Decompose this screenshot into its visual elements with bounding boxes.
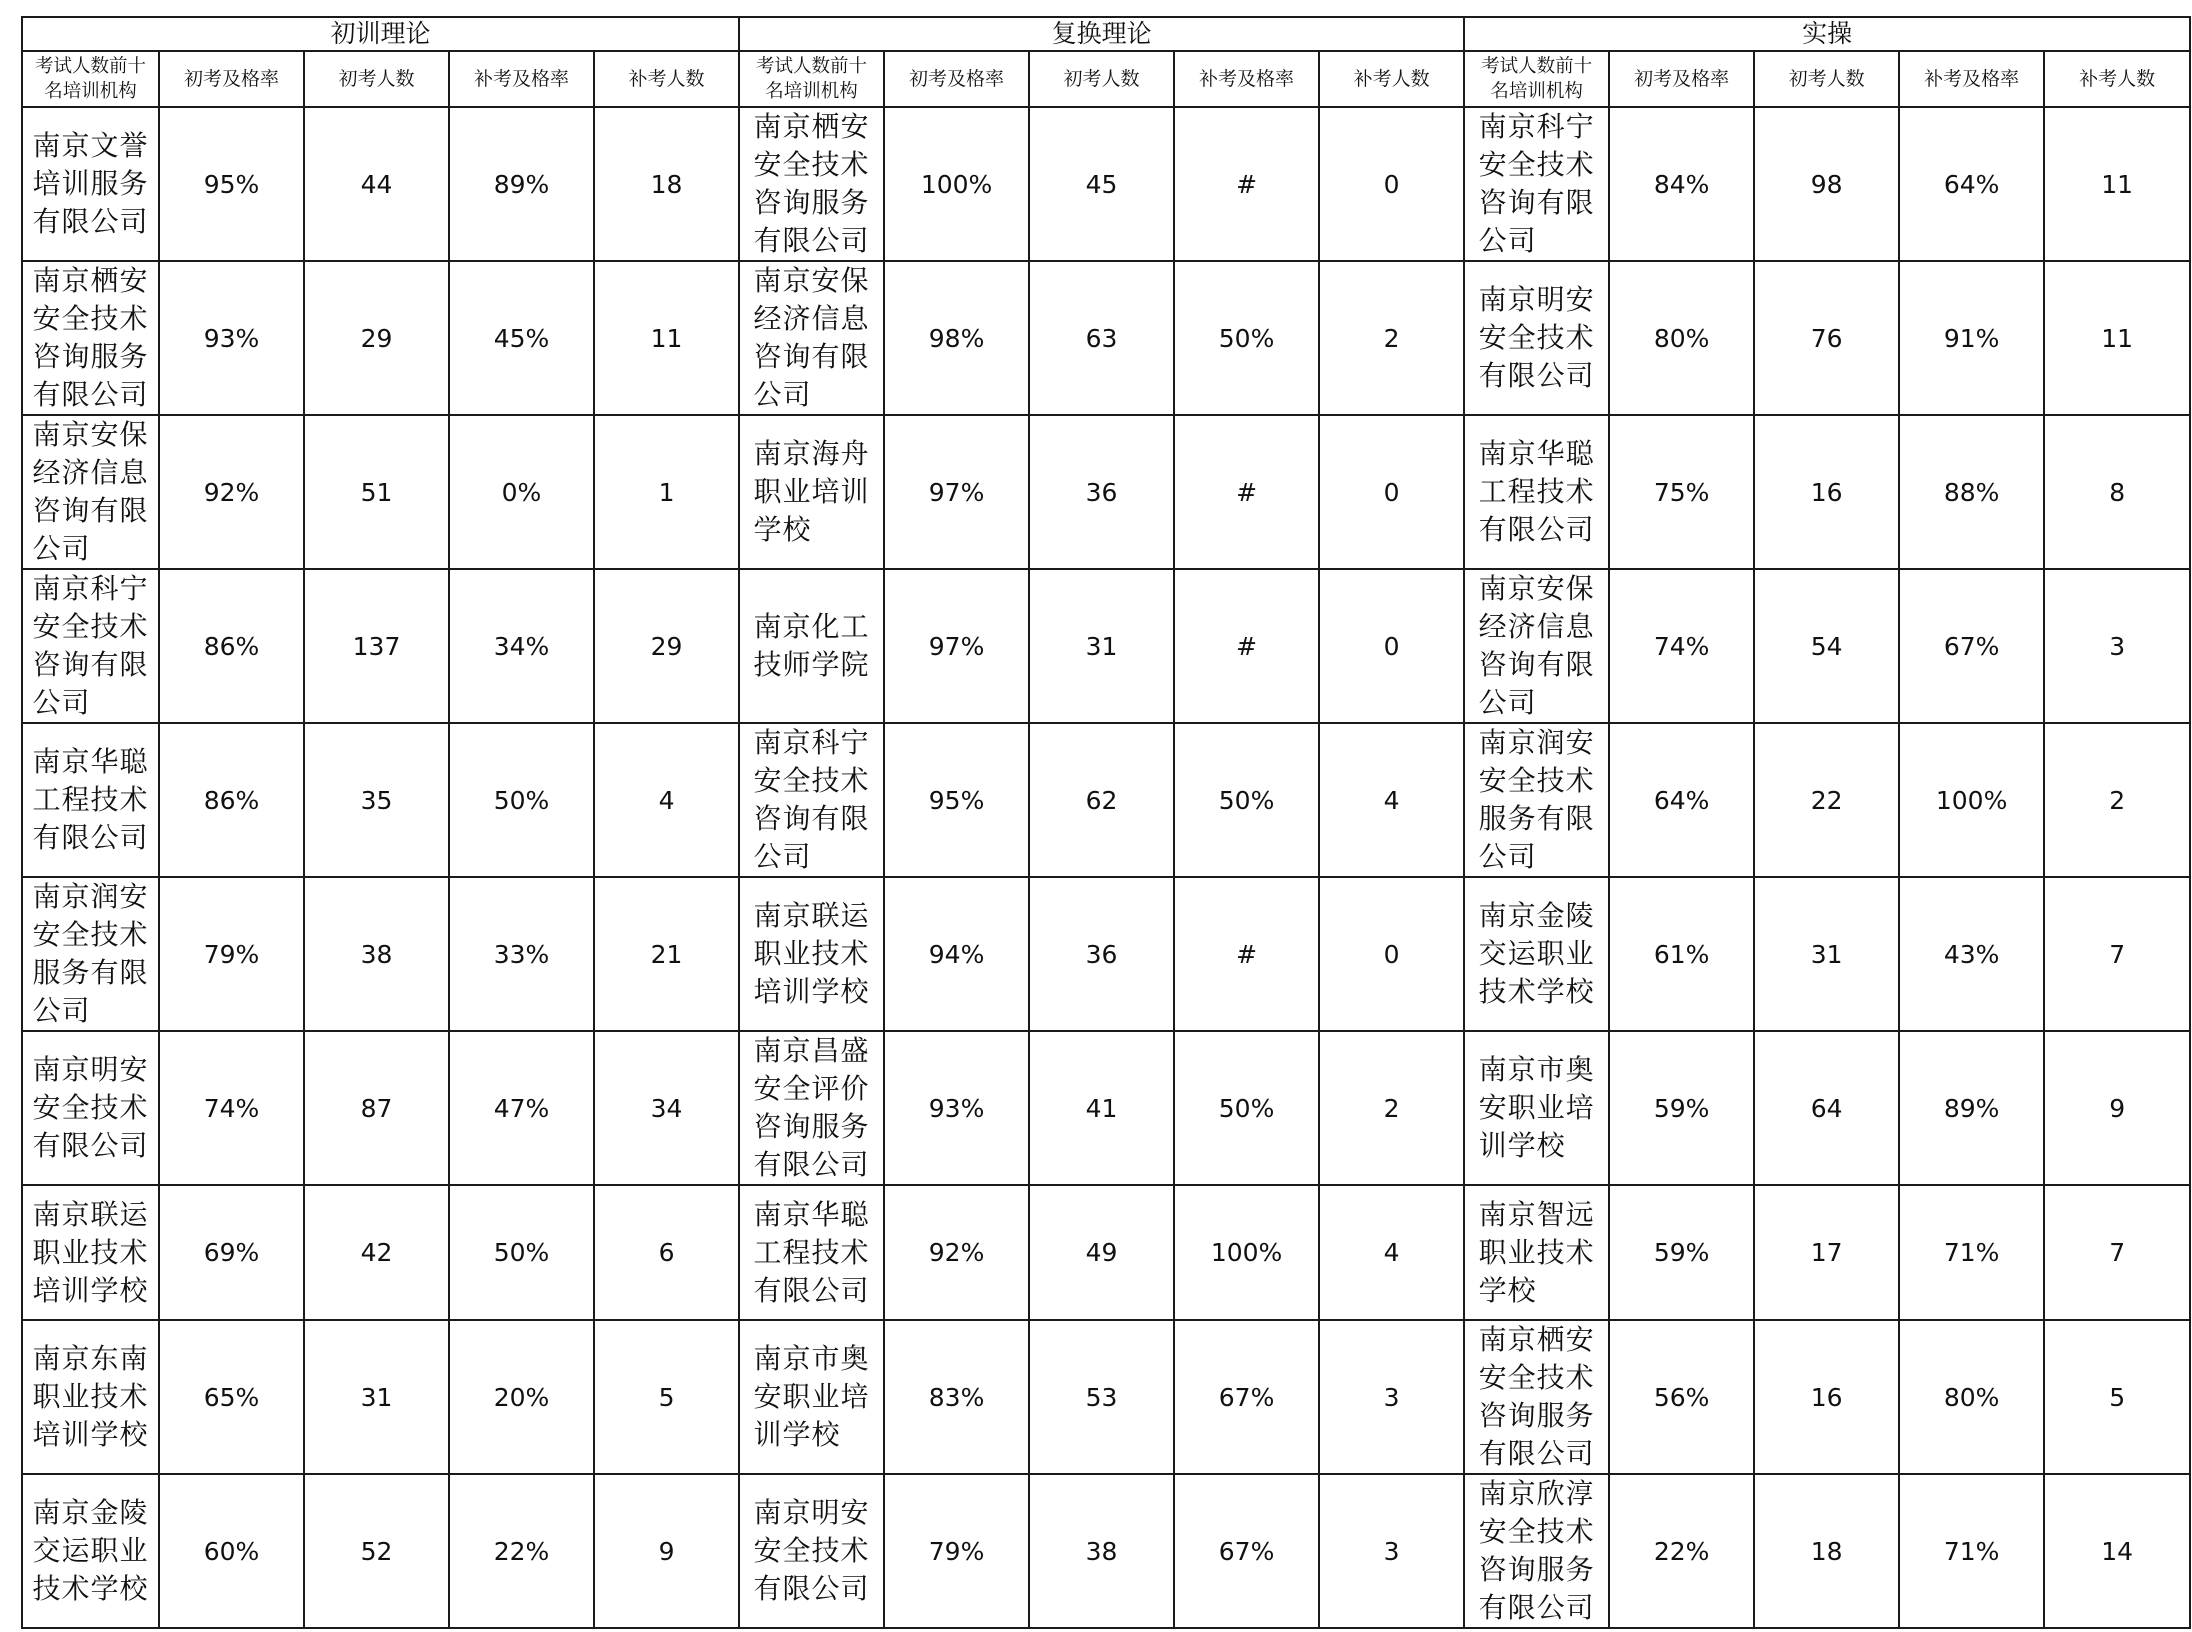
pass-rate: 93% xyxy=(884,1031,1029,1185)
col-header-re-pass-rate: 补考及格率 xyxy=(449,51,594,107)
exam-count: 63 xyxy=(1029,261,1174,415)
pass-rate: 61% xyxy=(1609,877,1754,1031)
re-exam-count: 0 xyxy=(1319,415,1464,569)
institution-name xyxy=(1464,723,1609,877)
institution-name xyxy=(739,1031,884,1185)
exam-count: 16 xyxy=(1754,415,1899,569)
re-pass-rate: 100% xyxy=(1899,723,2044,877)
table-body xyxy=(22,107,2190,1628)
table-row xyxy=(22,1031,2190,1185)
exam-count: 76 xyxy=(1754,261,1899,415)
re-pass-rate: 22% xyxy=(449,1474,594,1628)
re-pass-rate: 20% xyxy=(449,1320,594,1474)
institution-name xyxy=(1464,1320,1609,1474)
institution-name-text: 南京华聪 工程技术 有限公司 xyxy=(1478,437,1595,546)
institution-name xyxy=(1464,1031,1609,1185)
re-pass-rate: 50% xyxy=(1174,1031,1319,1185)
institution-name xyxy=(739,723,884,877)
re-exam-count: 2 xyxy=(2044,723,2190,877)
re-pass-rate: 43% xyxy=(1899,877,2044,1031)
institution-name-text: 南京市奥 安职业培 训学校 xyxy=(753,1342,870,1451)
pass-rate: 97% xyxy=(884,415,1029,569)
pass-rate: 94% xyxy=(884,877,1029,1031)
re-exam-count: 18 xyxy=(594,107,739,261)
exam-count: 45 xyxy=(1029,107,1174,261)
re-exam-count: 29 xyxy=(594,569,739,723)
exam-count: 52 xyxy=(304,1474,449,1628)
institution-name-text: 南京明安 安全技术 有限公司 xyxy=(753,1496,870,1605)
re-pass-rate: # xyxy=(1174,415,1319,569)
exam-count: 18 xyxy=(1754,1474,1899,1628)
exam-statistics-table xyxy=(21,16,2191,1629)
exam-count: 31 xyxy=(304,1320,449,1474)
table-row xyxy=(22,261,2190,415)
pass-rate: 84% xyxy=(1609,107,1754,261)
re-exam-count: 14 xyxy=(2044,1474,2190,1628)
pass-rate: 92% xyxy=(884,1185,1029,1320)
exam-count: 98 xyxy=(1754,107,1899,261)
re-exam-count: 4 xyxy=(594,723,739,877)
institution-name xyxy=(22,723,159,877)
re-pass-rate: 71% xyxy=(1899,1474,2044,1628)
re-exam-count: 0 xyxy=(1319,107,1464,261)
institution-name-text: 南京明安 安全技术 有限公司 xyxy=(32,1053,149,1162)
institution-name xyxy=(22,261,159,415)
re-exam-count: 1 xyxy=(594,415,739,569)
pass-rate: 60% xyxy=(159,1474,304,1628)
exam-count: 87 xyxy=(304,1031,449,1185)
re-pass-rate: 89% xyxy=(449,107,594,261)
re-pass-rate: 33% xyxy=(449,877,594,1031)
institution-name-text: 南京海舟 职业培训 学校 xyxy=(753,437,870,546)
re-pass-rate: 100% xyxy=(1174,1185,1319,1320)
group-header-row xyxy=(22,17,2190,51)
institution-name-text: 南京安保 经济信息 咨询有限 公司 xyxy=(1478,572,1595,719)
col-header-re-count: 补考人数 xyxy=(594,51,739,107)
institution-name-text: 南京润安 安全技术 服务有限 公司 xyxy=(1478,726,1595,873)
pass-rate: 64% xyxy=(1609,723,1754,877)
re-exam-count: 0 xyxy=(1319,569,1464,723)
institution-name xyxy=(22,1320,159,1474)
pass-rate: 79% xyxy=(884,1474,1029,1628)
col-header-re-count: 补考人数 xyxy=(1319,51,1464,107)
institution-name xyxy=(739,1320,884,1474)
pass-rate: 95% xyxy=(884,723,1029,877)
exam-count: 17 xyxy=(1754,1185,1899,1320)
pass-rate: 74% xyxy=(1609,569,1754,723)
re-pass-rate: 64% xyxy=(1899,107,2044,261)
institution-name-text: 南京科宁 安全技术 咨询有限 公司 xyxy=(32,572,149,719)
pass-rate: 79% xyxy=(159,877,304,1031)
table-row xyxy=(22,415,2190,569)
re-pass-rate: # xyxy=(1174,569,1319,723)
exam-count: 42 xyxy=(304,1185,449,1320)
col-header-institution: 考试人数前十 名培训机构 xyxy=(739,51,884,107)
institution-name-text: 南京欣淳 安全技术 咨询服务 有限公司 xyxy=(1478,1477,1595,1624)
institution-name-text: 南京金陵 交运职业 技术学校 xyxy=(32,1496,149,1605)
pass-rate: 93% xyxy=(159,261,304,415)
col-header-count: 初考人数 xyxy=(1754,51,1899,107)
institution-name xyxy=(22,1185,159,1320)
re-pass-rate: 67% xyxy=(1174,1474,1319,1628)
re-exam-count: 21 xyxy=(594,877,739,1031)
table-row xyxy=(22,1185,2190,1320)
institution-name-text: 南京昌盛 安全评价 咨询服务 有限公司 xyxy=(753,1034,870,1181)
exam-count: 16 xyxy=(1754,1320,1899,1474)
institution-name-text: 南京科宁 安全技术 咨询有限 公司 xyxy=(753,726,870,873)
exam-count: 51 xyxy=(304,415,449,569)
table-row xyxy=(22,877,2190,1031)
group-title-renewal-theory: 复换理论 xyxy=(739,17,1464,51)
exam-count: 29 xyxy=(304,261,449,415)
re-exam-count: 5 xyxy=(594,1320,739,1474)
re-exam-count: 11 xyxy=(2044,261,2190,415)
institution-name-text: 南京栖安 安全技术 咨询服务 有限公司 xyxy=(1478,1323,1595,1470)
institution-name-text: 南京文誉 培训服务 有限公司 xyxy=(32,129,149,238)
exam-count: 41 xyxy=(1029,1031,1174,1185)
exam-count: 53 xyxy=(1029,1320,1174,1474)
table-row xyxy=(22,1320,2190,1474)
pass-rate: 69% xyxy=(159,1185,304,1320)
re-exam-count: 11 xyxy=(594,261,739,415)
re-pass-rate: # xyxy=(1174,877,1319,1031)
exam-count: 36 xyxy=(1029,877,1174,1031)
col-header-institution: 考试人数前十 名培训机构 xyxy=(22,51,159,107)
re-exam-count: 5 xyxy=(2044,1320,2190,1474)
re-pass-rate: 45% xyxy=(449,261,594,415)
institution-name xyxy=(739,1474,884,1628)
table-row xyxy=(22,107,2190,261)
institution-name xyxy=(739,107,884,261)
table-row xyxy=(22,1474,2190,1628)
col-header-pass-rate: 初考及格率 xyxy=(884,51,1029,107)
institution-name xyxy=(739,415,884,569)
institution-name-text: 南京明安 安全技术 有限公司 xyxy=(1478,283,1595,392)
pass-rate: 86% xyxy=(159,569,304,723)
institution-name-text: 南京联运 职业技术 培训学校 xyxy=(32,1197,149,1307)
exam-count: 62 xyxy=(1029,723,1174,877)
re-exam-count: 9 xyxy=(2044,1031,2190,1185)
col-header-pass-rate: 初考及格率 xyxy=(159,51,304,107)
exam-count: 38 xyxy=(1029,1474,1174,1628)
pass-rate: 100% xyxy=(884,107,1029,261)
col-header-re-pass-rate: 补考及格率 xyxy=(1899,51,2044,107)
re-pass-rate: 91% xyxy=(1899,261,2044,415)
re-exam-count: 0 xyxy=(1319,877,1464,1031)
institution-name xyxy=(22,107,159,261)
pass-rate: 97% xyxy=(884,569,1029,723)
re-exam-count: 11 xyxy=(2044,107,2190,261)
re-exam-count: 6 xyxy=(594,1185,739,1320)
institution-name xyxy=(22,569,159,723)
pass-rate: 83% xyxy=(884,1320,1029,1474)
exam-count: 31 xyxy=(1029,569,1174,723)
re-pass-rate: 50% xyxy=(449,723,594,877)
institution-name xyxy=(22,1474,159,1628)
institution-name-text: 南京润安 安全技术 服务有限 公司 xyxy=(32,880,149,1027)
pass-rate: 59% xyxy=(1609,1031,1754,1185)
re-pass-rate: 0% xyxy=(449,415,594,569)
exam-count: 137 xyxy=(304,569,449,723)
institution-name xyxy=(739,1185,884,1320)
pass-rate: 92% xyxy=(159,415,304,569)
institution-name-text: 南京联运 职业技术 培训学校 xyxy=(753,899,870,1008)
group-title-initial-theory: 初训理论 xyxy=(22,17,739,51)
re-exam-count: 7 xyxy=(2044,877,2190,1031)
institution-name-text: 南京栖安 安全技术 咨询服务 有限公司 xyxy=(32,264,149,411)
re-exam-count: 7 xyxy=(2044,1185,2190,1320)
col-header-pass-rate: 初考及格率 xyxy=(1609,51,1754,107)
institution-name xyxy=(739,261,884,415)
institution-name-text: 南京安保 经济信息 咨询有限 公司 xyxy=(32,418,149,565)
institution-name-text: 南京市奥 安职业培 训学校 xyxy=(1478,1053,1595,1162)
col-header-re-pass-rate: 补考及格率 xyxy=(1174,51,1319,107)
institution-name xyxy=(22,877,159,1031)
pass-rate: 74% xyxy=(159,1031,304,1185)
institution-name-text: 南京栖安 安全技术 咨询服务 有限公司 xyxy=(753,110,870,257)
re-exam-count: 3 xyxy=(2044,569,2190,723)
pass-rate: 98% xyxy=(884,261,1029,415)
institution-name xyxy=(1464,261,1609,415)
pass-rate: 22% xyxy=(1609,1474,1754,1628)
re-exam-count: 2 xyxy=(1319,1031,1464,1185)
institution-name xyxy=(1464,569,1609,723)
exam-count: 49 xyxy=(1029,1185,1174,1320)
re-pass-rate: 47% xyxy=(449,1031,594,1185)
institution-name xyxy=(22,1031,159,1185)
table-row xyxy=(22,569,2190,723)
re-exam-count: 9 xyxy=(594,1474,739,1628)
table-row xyxy=(22,723,2190,877)
exam-count: 54 xyxy=(1754,569,1899,723)
institution-name xyxy=(739,877,884,1031)
re-pass-rate: 67% xyxy=(1174,1320,1319,1474)
re-pass-rate: 50% xyxy=(1174,723,1319,877)
re-pass-rate: 71% xyxy=(1899,1185,2044,1320)
pass-rate: 86% xyxy=(159,723,304,877)
institution-name-text: 南京金陵 交运职业 技术学校 xyxy=(1478,899,1595,1008)
institution-name xyxy=(739,569,884,723)
institution-name-text: 南京安保 经济信息 咨询有限 公司 xyxy=(753,264,870,411)
pass-rate: 59% xyxy=(1609,1185,1754,1320)
pass-rate: 56% xyxy=(1609,1320,1754,1474)
exam-count: 38 xyxy=(304,877,449,1031)
re-pass-rate: 50% xyxy=(1174,261,1319,415)
re-exam-count: 2 xyxy=(1319,261,1464,415)
institution-name xyxy=(1464,1474,1609,1628)
institution-name xyxy=(1464,1185,1609,1320)
re-exam-count: 4 xyxy=(1319,723,1464,877)
exam-count: 22 xyxy=(1754,723,1899,877)
col-header-institution: 考试人数前十 名培训机构 xyxy=(1464,51,1609,107)
institution-name-text: 南京科宁 安全技术 咨询有限 公司 xyxy=(1478,110,1595,257)
exam-count: 31 xyxy=(1754,877,1899,1031)
institution-name-text: 南京华聪 工程技术 有限公司 xyxy=(753,1197,870,1307)
re-pass-rate: 67% xyxy=(1899,569,2044,723)
re-pass-rate: 50% xyxy=(449,1185,594,1320)
institution-name xyxy=(1464,415,1609,569)
institution-name xyxy=(22,415,159,569)
institution-name-text: 南京化工 技师学院 xyxy=(753,610,870,681)
pass-rate: 80% xyxy=(1609,261,1754,415)
re-pass-rate: # xyxy=(1174,107,1319,261)
institution-name-text: 南京东南 职业技术 培训学校 xyxy=(32,1342,149,1451)
exam-count: 35 xyxy=(304,723,449,877)
institution-name-text: 南京华聪 工程技术 有限公司 xyxy=(32,745,149,854)
group-title-practical: 实操 xyxy=(1464,17,2190,51)
re-exam-count: 3 xyxy=(1319,1474,1464,1628)
re-pass-rate: 89% xyxy=(1899,1031,2044,1185)
exam-count: 44 xyxy=(304,107,449,261)
col-header-re-count: 补考人数 xyxy=(2044,51,2190,107)
re-exam-count: 34 xyxy=(594,1031,739,1185)
institution-name-text: 南京智远 职业技术 学校 xyxy=(1478,1197,1595,1307)
pass-rate: 75% xyxy=(1609,415,1754,569)
col-header-count: 初考人数 xyxy=(304,51,449,107)
re-exam-count: 8 xyxy=(2044,415,2190,569)
institution-name xyxy=(1464,107,1609,261)
re-exam-count: 3 xyxy=(1319,1320,1464,1474)
pass-rate: 65% xyxy=(159,1320,304,1474)
exam-count: 64 xyxy=(1754,1031,1899,1185)
institution-name xyxy=(1464,877,1609,1031)
pass-rate: 95% xyxy=(159,107,304,261)
col-header-count: 初考人数 xyxy=(1029,51,1174,107)
re-exam-count: 4 xyxy=(1319,1185,1464,1320)
re-pass-rate: 34% xyxy=(449,569,594,723)
column-header-row xyxy=(22,51,2190,107)
re-pass-rate: 88% xyxy=(1899,415,2044,569)
re-pass-rate: 80% xyxy=(1899,1320,2044,1474)
exam-count: 36 xyxy=(1029,415,1174,569)
